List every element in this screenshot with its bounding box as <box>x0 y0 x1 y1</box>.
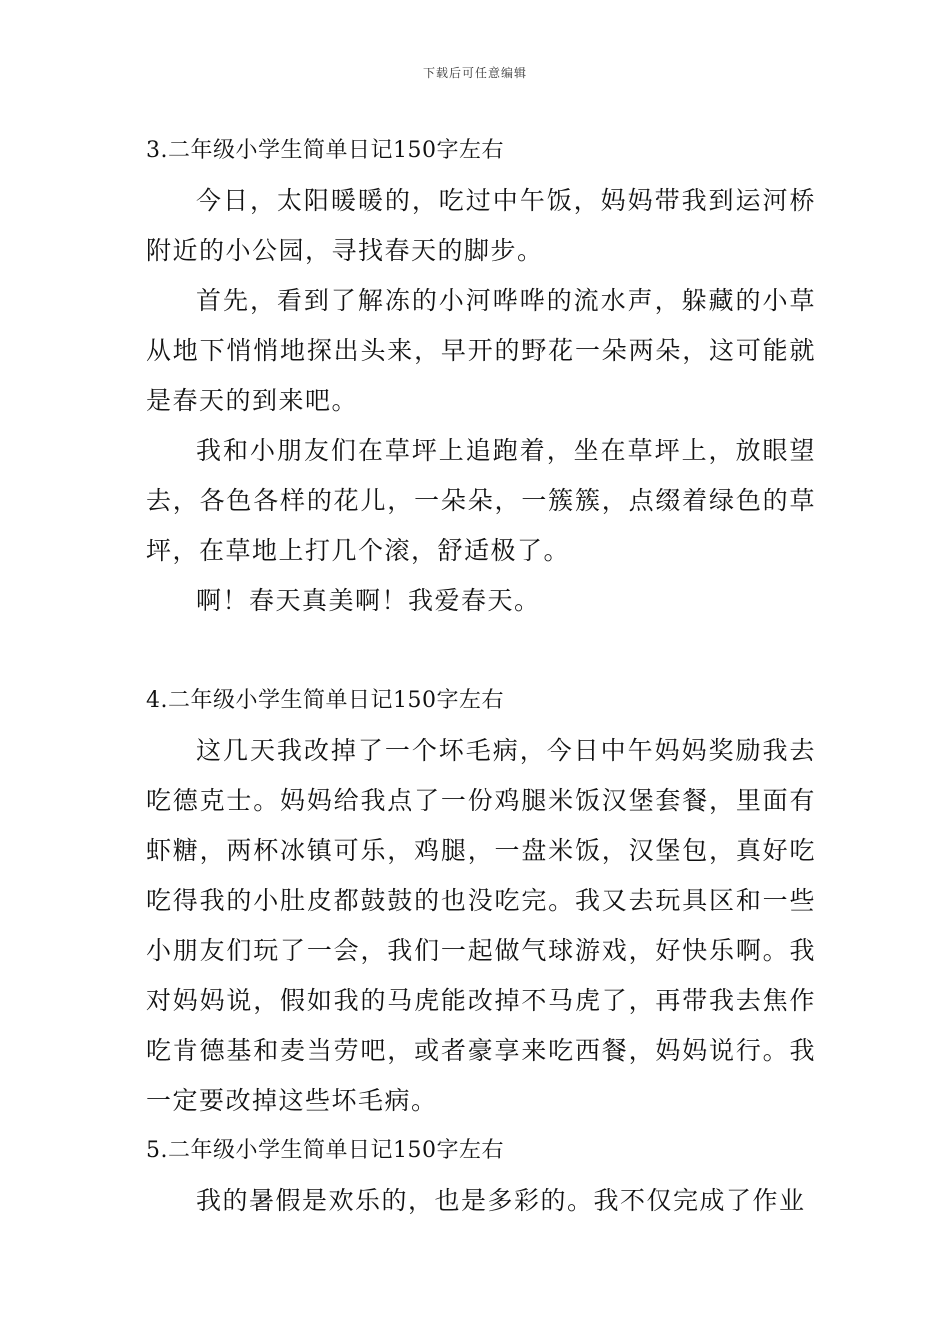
section-heading: 3.二年级小学生简单日记150字左右 <box>146 138 504 163</box>
paragraph: 啊！春天真美啊！我爱春天。 <box>196 586 541 615</box>
diary-section-3 <box>146 126 816 626</box>
section-spacer <box>146 626 816 676</box>
diary-section-5 <box>146 1126 816 1226</box>
paragraph: 这几天我改掉了一个坏毛病，今日中午妈妈奖励我去吃德克士。妈妈给我点了一份鸡腿米饭汉堡套餐，里面有虾糖，两杯冰镇可乐，鸡腿，一盘米饭，汉堡包，真好吃吃得我的小肚皮都鼓鼓的也没吃完。我又去玩具区和一些小朋友们玩了一会，我们一起做气球游戏，好快乐啊。我对妈妈说，假如我的马虎能改掉不马虎了，再带我去焦作吃肯德基和麦当劳吧，或者豪享来吃西餐，妈妈说行。我一定要改掉这些坏毛病。 <box>146 736 816 1115</box>
document-body <box>146 126 816 1226</box>
paragraph: 今日，太阳暖暖的，吃过中午饭，妈妈带我到运河桥附近的小公园，寻找春天的脚步。 <box>146 186 816 265</box>
diary-section-4 <box>146 676 816 1126</box>
paragraph: 我的暑假是欢乐的，也是多彩的。我不仅完成了作业 <box>196 1186 806 1215</box>
page-header-note: 下载后可任意编辑 <box>422 66 527 80</box>
paragraph: 我和小朋友们在草坪上追跑着，坐在草坪上，放眼望去，各色各样的花儿，一朵朵，一簇簇，点缀着绿色的草坪，在草地上打几个滚，舒适极了。 <box>146 436 816 565</box>
paragraph: 首先，看到了解冻的小河哗哗的流水声，躲藏的小草从地下悄悄地探出头来，早开的野花一朵两朵，这可能就是春天的到来吧。 <box>146 286 816 415</box>
section-heading: 5.二年级小学生简单日记150字左右 <box>146 1138 504 1163</box>
section-heading: 4.二年级小学生简单日记150字左右 <box>146 688 504 713</box>
